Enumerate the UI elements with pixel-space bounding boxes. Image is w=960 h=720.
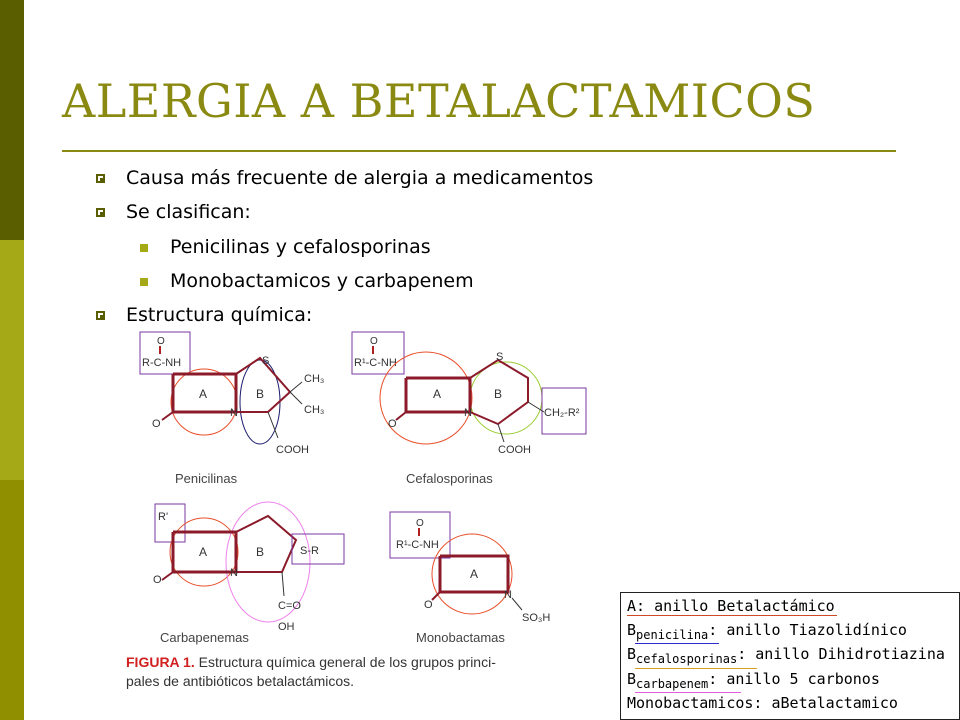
legend-line-monobactamicos: Monobactamicos: aBetalactamico: [627, 694, 898, 712]
oxygen-label: O: [157, 336, 165, 347]
sub-bullet-text: Penicilinas y cefalosporinas: [170, 236, 431, 258]
bullet-text: Causa más frecuente de alergia a medicamentos: [126, 167, 594, 189]
oxygen-label: O: [370, 336, 378, 347]
sulfur-label: S: [496, 351, 504, 363]
legend-box: [620, 592, 960, 720]
hydroxyl-label: OH: [278, 621, 295, 633]
slide-title: ALERGIA A BETALACTAMICOS: [62, 74, 816, 128]
structure-name: Penicilinas: [175, 471, 238, 486]
oxygen-label: O: [416, 518, 424, 529]
nitrogen-label: N: [464, 407, 472, 419]
sub-bullet-text: Monobactamicos y carbapenem: [170, 270, 474, 292]
carboxyl-label: COOH: [498, 444, 531, 456]
substituent-label: CH₂-R²: [544, 407, 580, 419]
substituent-label: S-R: [300, 545, 319, 557]
ring-a-label: A: [199, 387, 208, 401]
structure-name: Carbapenemas: [160, 630, 249, 645]
oxygen-label: O: [152, 418, 161, 430]
title-underline: [62, 150, 896, 152]
sub-bullet-square-icon: [140, 278, 148, 286]
chemical-structures-figure: [100, 320, 620, 705]
legend-desc: : anillo 5 carbonos: [708, 670, 880, 688]
legend-sub: carbapenem: [636, 677, 709, 691]
side-chain-label: R¹-C-NH: [354, 357, 397, 369]
nitrogen-label: N: [230, 567, 238, 579]
cefalosporina-structure: [352, 332, 586, 486]
legend-desc: : anillo Dihidrotiazina: [737, 645, 945, 663]
monobactam-structure: [390, 512, 550, 645]
carboxyl-label: COOH: [276, 444, 309, 456]
side-chain-label: R': [158, 511, 169, 523]
legend-underline: [635, 643, 719, 644]
structure-name: Cefalosporinas: [406, 471, 493, 486]
structure-name: Monobactamas: [416, 630, 505, 645]
bullet-square-icon: [96, 311, 105, 320]
legend-underline: [635, 668, 757, 669]
legend-underline: [635, 692, 741, 693]
ring-a-label: A: [470, 567, 479, 581]
bullet-square-icon: [96, 208, 105, 217]
side-chain-label: R¹-C-NH: [396, 539, 439, 551]
ring-b-label: B: [256, 387, 265, 401]
oxygen-label: O: [424, 599, 433, 611]
penicilina-structure: [140, 332, 324, 486]
oxygen-label: O: [153, 574, 162, 586]
caption-label: FIGURA 1.: [126, 654, 195, 670]
ring-a-circle: [380, 352, 472, 444]
sub-bullet-square-icon: [140, 244, 148, 252]
methyl-label: CH₃: [304, 404, 325, 416]
ring-b-label: B: [494, 387, 503, 401]
methyl-label: CH₃: [304, 373, 325, 385]
legend-b: B: [627, 670, 637, 688]
carbapenem-structure: [153, 502, 344, 645]
left-accent-bar-olive: [0, 480, 24, 720]
sulfur-label: S: [262, 355, 270, 367]
side-chain-box: [155, 504, 185, 542]
ring-a-label: A: [199, 545, 208, 559]
legend-line-penicilina: [627, 621, 907, 642]
sulfonic-label: SO₃H: [522, 612, 551, 624]
left-accent-bar-dark: [0, 0, 24, 240]
caption-text-line2: pales de antibióticos betalactámicos.: [126, 673, 355, 689]
bullet-text: Estructura química:: [126, 304, 313, 326]
legend-desc: : anillo Tiazolidínico: [708, 621, 907, 639]
legend-underline: [627, 615, 837, 616]
legend-b: B: [627, 621, 637, 639]
left-accent-bar-light: [0, 240, 24, 480]
legend-line-a: A: anillo Betalactámico: [627, 597, 835, 615]
oxygen-label: O: [388, 418, 397, 430]
legend-sub: cefalosporinas: [636, 652, 738, 666]
legend-line-cefalosporinas: [627, 645, 945, 666]
legend-sub: penicilina: [636, 628, 709, 642]
bullet-square-icon: [96, 174, 105, 183]
nitrogen-label: N: [230, 407, 238, 419]
legend-b: B: [627, 645, 637, 663]
ring-a-circle: [171, 369, 237, 435]
caption-text: Estructura química general de los grupos princi-: [194, 654, 496, 670]
nitrogen-label: N: [504, 589, 512, 601]
bullet-text: Se clasifican:: [126, 201, 251, 223]
ring-b-circle: [470, 362, 542, 434]
ring-b-label: B: [256, 545, 265, 559]
ring-a-label: A: [433, 387, 442, 401]
legend-line-carbapenem: [627, 670, 880, 691]
side-chain-label: R-C-NH: [142, 357, 182, 369]
carbonyl-label: C=O: [278, 600, 301, 612]
figure-caption: [126, 654, 496, 670]
